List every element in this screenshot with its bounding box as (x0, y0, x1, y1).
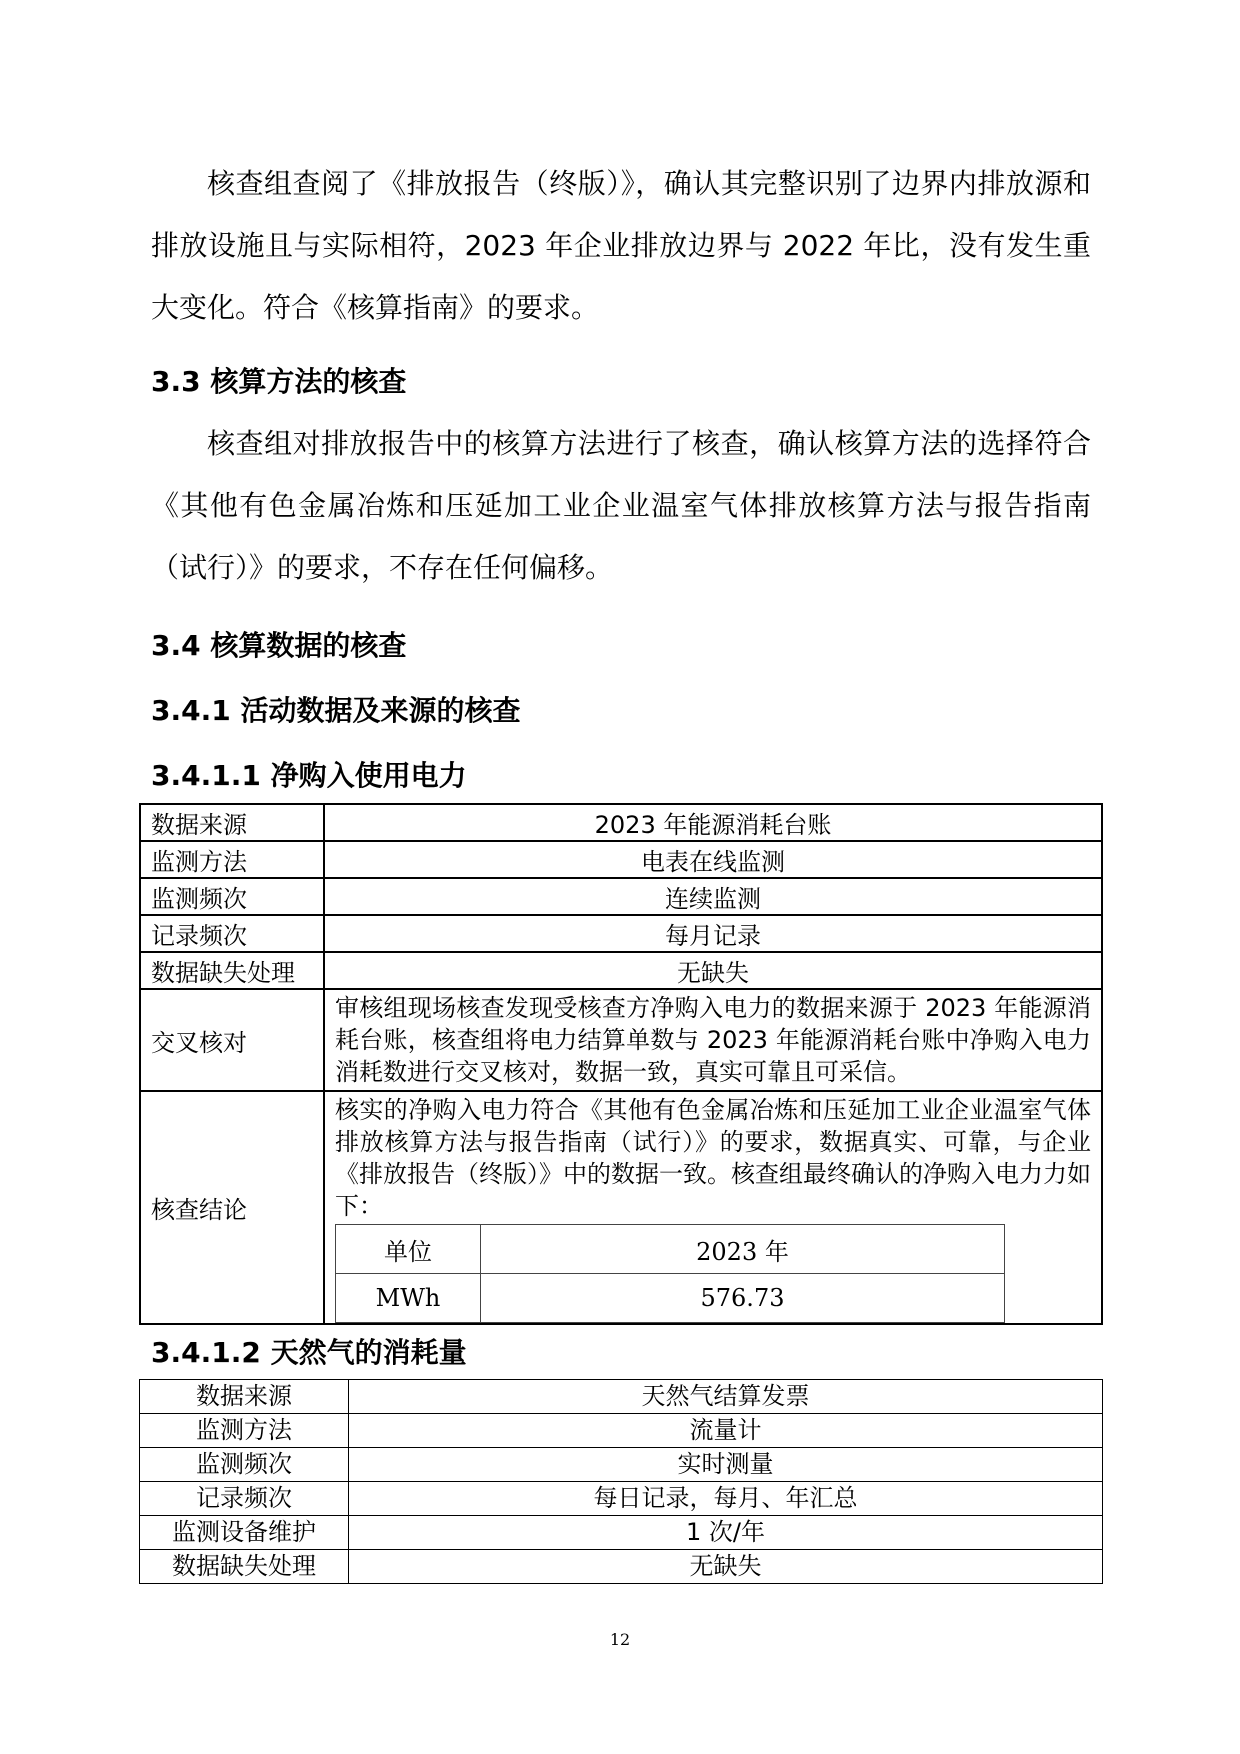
heading-3-4-1-2: 3.4.1.2 天然气的消耗量 (151, 1336, 467, 1369)
row-value: 2023 年能源消耗台账 (324, 804, 1102, 841)
paragraph-boundary-check: 核查组查阅了《排放报告（终版）》，确认其完整识别了边界内排放源和排放设施且与实际相符，2023 年企业排放边界与 2022 年比，没有发生重大变化。符合《核算指南》的要求。 (151, 167, 1091, 324)
row-value: 每月记录 (324, 915, 1102, 952)
table-row (140, 1091, 1102, 1324)
table-row (140, 1550, 1103, 1584)
row-label: 数据来源 (140, 1380, 349, 1414)
table-row (140, 1380, 1103, 1414)
row-value: 流量计 (349, 1414, 1103, 1448)
heading-3-3: 3.3 核算方法的核查 (151, 365, 407, 398)
row-label: 记录频次 (140, 915, 324, 952)
heading-3-4-1-1: 3.4.1.1 净购入使用电力 (151, 759, 467, 792)
row-label: 数据来源 (140, 804, 324, 841)
row-label: 数据缺失处理 (140, 1550, 349, 1584)
electricity-table (139, 803, 1103, 1325)
cross-check-text: 审核组现场核查发现受核查方净购入电力的数据来源于 2023 年能源消耗台账，核查组将电力结算单数与 2023 年能源消耗台账中净购入电力消耗数进行交叉核对，数据一致，真实可靠且可采信。 (324, 989, 1102, 1091)
heading-3-4-1: 3.4.1 活动数据及来源的核查 (151, 694, 521, 727)
table-row (140, 952, 1102, 989)
table-row (140, 878, 1102, 915)
row-label: 监测方法 (140, 1414, 349, 1448)
table-row (140, 1516, 1103, 1550)
row-value: 实时测量 (349, 1448, 1103, 1482)
year-header: 2023 年 (481, 1225, 1005, 1274)
row-label: 监测方法 (140, 841, 324, 878)
table-row (336, 1274, 1005, 1323)
table-row (140, 804, 1102, 841)
row-value: 天然气结算发票 (349, 1380, 1103, 1414)
electricity-result-table (335, 1224, 1005, 1323)
heading-3-4: 3.4 核算数据的核查 (151, 629, 407, 662)
electricity-value: 576.73 (481, 1274, 1005, 1323)
conclusion-cell (324, 1091, 1102, 1324)
page-number: 12 (609, 1630, 631, 1649)
row-value: 每日记录，每月、年汇总 (349, 1482, 1103, 1516)
paragraph-method-check: 核查组对排放报告中的核算方法进行了核查，确认核算方法的选择符合《其他有色金属冶炼和压延加工业企业温室气体排放核算方法与报告指南（试行）》的要求，不存在任何偏移。 (151, 427, 1091, 584)
table-row (140, 915, 1102, 952)
cross-check-label: 交叉核对 (140, 989, 324, 1091)
row-label: 监测频次 (140, 878, 324, 915)
row-label: 记录频次 (140, 1482, 349, 1516)
table-row (336, 1225, 1005, 1274)
conclusion-label: 核查结论 (140, 1091, 324, 1324)
unit-header: 单位 (336, 1225, 481, 1274)
row-value: 无缺失 (349, 1550, 1103, 1584)
table-row (140, 1414, 1103, 1448)
row-label: 数据缺失处理 (140, 952, 324, 989)
table-row (140, 1482, 1103, 1516)
row-value: 无缺失 (324, 952, 1102, 989)
row-value: 1 次/年 (349, 1516, 1103, 1550)
table-row (140, 1448, 1103, 1482)
row-label: 监测设备维护 (140, 1516, 349, 1550)
row-value: 连续监测 (324, 878, 1102, 915)
unit-value: MWh (336, 1274, 481, 1323)
conclusion-text: 核实的净购入电力符合《其他有色金属冶炼和压延加工业企业温室气体排放核算方法与报告指南（试行）》的要求，数据真实、可靠，与企业《排放报告（终版）》中的数据一致。核查组最终确认的净购入电力力如下： (335, 1096, 1091, 1220)
row-label: 监测频次 (140, 1448, 349, 1482)
table-row (140, 989, 1102, 1091)
natural-gas-table (139, 1379, 1103, 1584)
row-value: 电表在线监测 (324, 841, 1102, 878)
table-row (140, 841, 1102, 878)
